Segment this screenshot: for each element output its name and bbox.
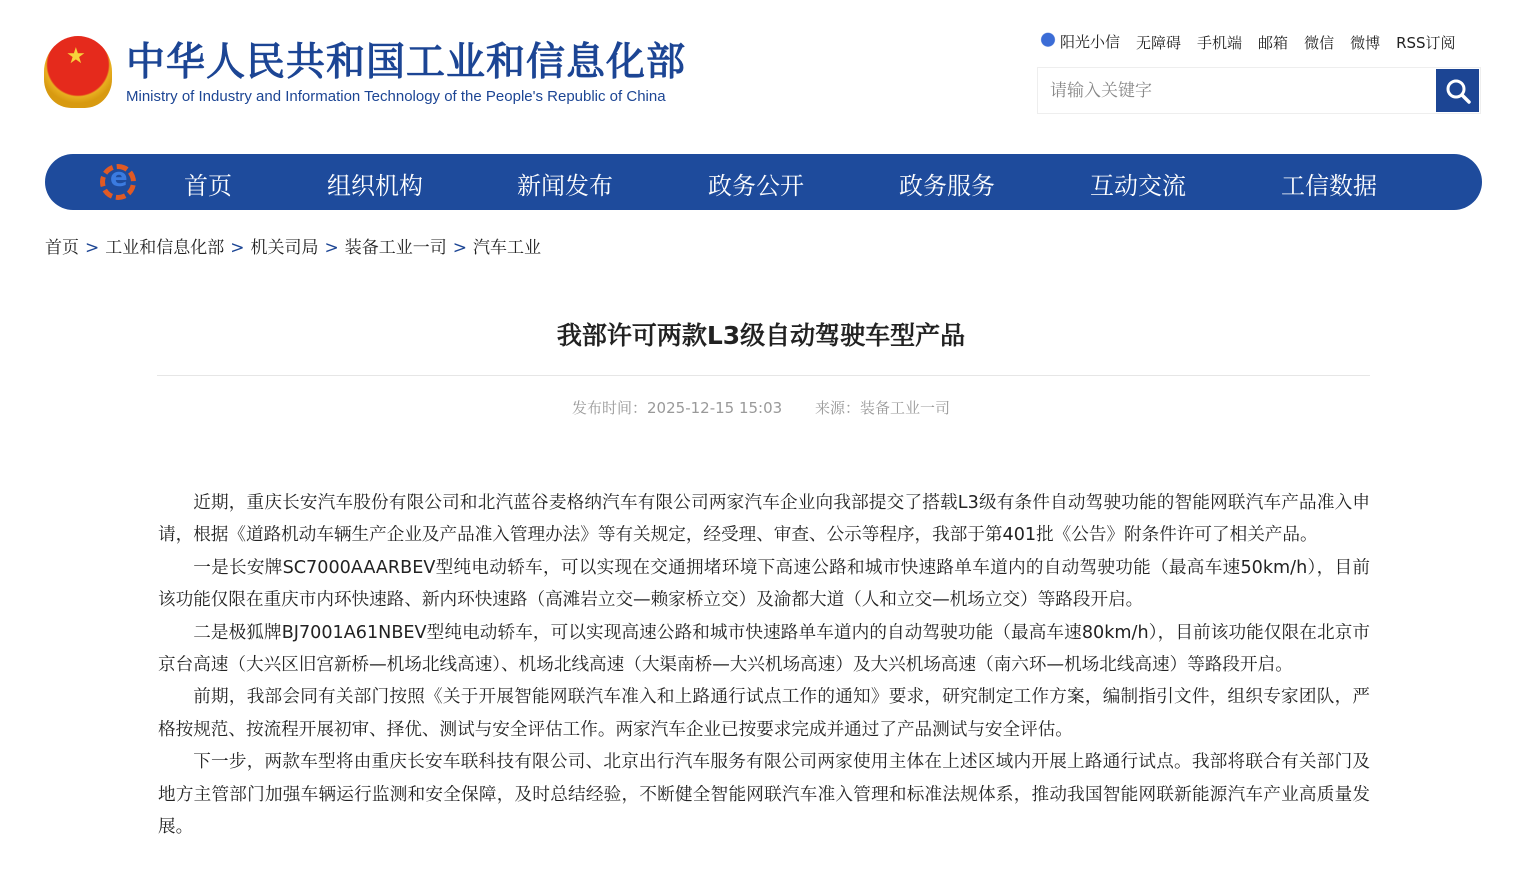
search-button[interactable] xyxy=(1436,69,1479,112)
article-paragraph: 近期，重庆长安汽车股份有限公司和北汽蓝谷麦格纳汽车有限公司两家汽车企业向我部提交了搭载L3级有条件自动驾驶功能的智能网联汽车产品准入申请，根据《道路机动车辆生产企业及产品准入管理办法》等有关规定，经受理、审查、公示等程序，我部于第401批《公告》附条件许可了相关产品。 xyxy=(158,493,1370,546)
national-emblem-icon xyxy=(44,36,112,108)
nav-news[interactable]: 新闻发布 xyxy=(517,172,613,200)
article-paragraph: 二是极狐牌BJ7001A61NBEV型纯电动轿车，可以实现高速公路和城市快速路单车道内的自动驾驶功能（最高车速80km/h），目前该功能仅限在北京市京台高速（大兴区旧宫新桥—机场北线高速）、机场北线高速（大渠南桥—大兴机场高速）及大兴机场高速（南六环—机场北线高速）等路段开启。 xyxy=(158,622,1370,676)
robot-icon xyxy=(1040,32,1056,54)
nav-home[interactable]: 首页 xyxy=(184,172,232,200)
article-meta xyxy=(0,397,1522,418)
article-paragraph: 前期，我部会同有关部门按照《关于开展智能网联汽车准入和上路通行试点工作的通知》要求，研究制定工作方案，编制指引文件，组织专家团队，严格按规范、按流程开展初审、择优、测试与安全评估工作。两家汽车企业已按要求完成并通过了产品测试与安全评估。 xyxy=(158,687,1370,740)
logo-title-cn: 中华人民共和国工业和信息化部 xyxy=(126,39,687,85)
search-input[interactable] xyxy=(1038,68,1435,113)
breadcrumb xyxy=(45,233,541,258)
top-links xyxy=(1040,31,1456,54)
breadcrumb-separator: > xyxy=(452,238,467,258)
nav-organization[interactable]: 组织机构 xyxy=(327,172,423,200)
top-link-weibo[interactable]: 微博 xyxy=(1350,33,1381,52)
nav-services[interactable]: 政务服务 xyxy=(899,172,995,200)
title-divider xyxy=(157,375,1370,376)
top-link-yangguang[interactable]: 阳光小信 xyxy=(1040,31,1120,54)
article-body xyxy=(158,487,1370,843)
breadcrumb-item[interactable]: 装备工业一司 xyxy=(344,238,447,258)
breadcrumb-separator: > xyxy=(230,238,245,258)
nav-data[interactable]: 工信数据 xyxy=(1281,172,1377,200)
search-icon xyxy=(1445,78,1471,104)
top-link-rss[interactable]: RSS订阅 xyxy=(1396,33,1456,52)
search-box xyxy=(1037,67,1481,114)
logo-title-en: Ministry of Industry and Information Technology of the People's Republic of China xyxy=(126,87,666,105)
article-title: 我部许可两款L3级自动驾驶车型产品 xyxy=(556,321,966,350)
top-link-accessibility[interactable]: 无障碍 xyxy=(1136,33,1182,52)
breadcrumb-separator: > xyxy=(324,238,339,258)
top-link-mobile[interactable]: 手机端 xyxy=(1197,33,1243,52)
breadcrumb-item[interactable]: 机关司局 xyxy=(250,238,319,258)
nav-interaction[interactable]: 互动交流 xyxy=(1090,172,1186,200)
breadcrumb-separator: > xyxy=(85,238,100,258)
nav-government-affairs[interactable]: 政务公开 xyxy=(708,172,804,200)
article-source: 来源：装备工业一司 xyxy=(814,399,950,417)
breadcrumb-item[interactable]: 首页 xyxy=(45,238,79,258)
top-link-mail[interactable]: 邮箱 xyxy=(1258,33,1289,52)
article-paragraph: 一是长安牌SC7000AAARBEV型纯电动轿车，可以实现在交通拥堵环境下高速公路和城市快速路单车道内的自动驾驶功能（最高车速50km/h），目前该功能仅限在重庆市内环快速路、新内环快速路（高滩岩立交—赖家桥立交）及渝都大道（人和立交—机场立交）等路段开启。 xyxy=(158,557,1370,611)
main-nav xyxy=(45,154,1482,210)
breadcrumb-item[interactable]: 工业和信息化部 xyxy=(105,238,225,258)
publish-time: 发布时间：2025-12-15 15:03 xyxy=(572,399,783,417)
site-logo[interactable] xyxy=(44,36,686,108)
article-paragraph: 下一步，两款车型将由重庆长安车联科技有限公司、北京出行汽车服务有限公司两家使用主体在上述区域内开展上路通行试点。我部将联合有关部门及地方主管部门加强车辆运行监测和安全保障，及时总结经验，不断健全智能网联汽车准入管理和标准法规体系，推动我国智能网联新能源汽车产业高质量发展。 xyxy=(158,752,1370,838)
breadcrumb-item[interactable]: 汽车工业 xyxy=(473,238,541,258)
top-link-wechat[interactable]: 微信 xyxy=(1304,33,1335,52)
nav-logo-icon xyxy=(100,164,136,200)
